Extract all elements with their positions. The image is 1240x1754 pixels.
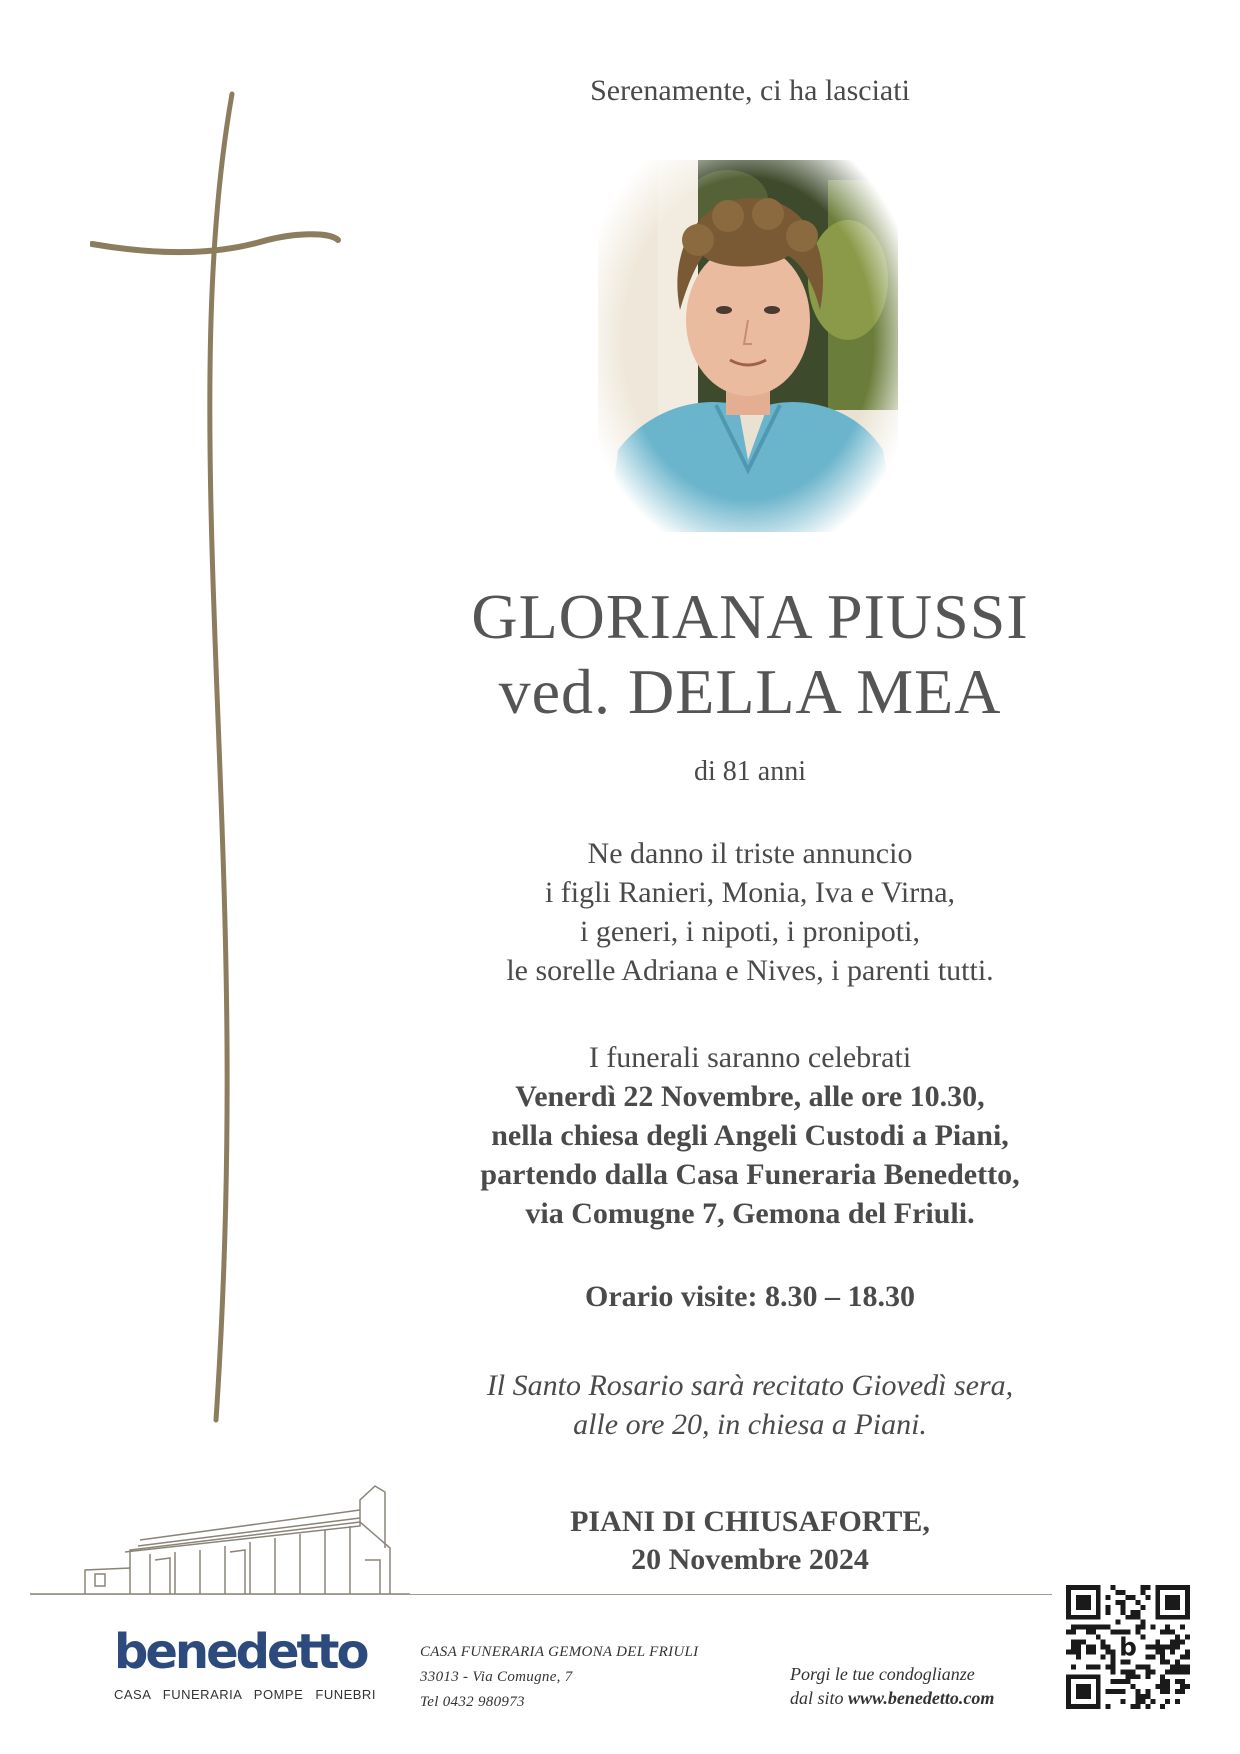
contact-phone: Tel 0432 980973 (420, 1694, 525, 1710)
deceased-name: GLORIANA PIUSSI (471, 581, 1029, 652)
benedetto-logo: benedetto (114, 1624, 367, 1680)
announcement-line: Ne danno il triste annuncio (587, 837, 913, 870)
rosary-line: Il Santo Rosario sarà recitato Giovedì sera, (486, 1369, 1014, 1402)
rosary-line: alle ore 20, in chiesa a Piani. (573, 1408, 927, 1441)
deceased-married-name: ved. DELLA MEA (498, 656, 1002, 727)
contact-block (420, 1640, 698, 1715)
deceased-age: di 81 anni (694, 756, 806, 787)
cross-vertical (210, 94, 232, 1420)
condolences-block (790, 1662, 1060, 1710)
funeral-line: Venerdì 22 Novembre, alle ore 10.30, (515, 1080, 985, 1113)
portrait-photo (598, 160, 898, 532)
announcement-block (440, 834, 1060, 990)
contact-name: CASA FUNERARIA GEMONA DEL FRIULI (420, 1644, 699, 1660)
funeral-intro: I funerali saranno celebrati (588, 1041, 912, 1074)
funeral-home-building-drawing (30, 1470, 410, 1605)
announcement-line: i generi, i nipoti, i pronipoti, (580, 915, 920, 948)
funeral-line: nella chiesa degli Angeli Custodi a Piani, (491, 1119, 1009, 1152)
rosary-block (440, 1366, 1060, 1444)
announcement-line: i figli Ranieri, Monia, Iva e Virna, (544, 876, 956, 909)
contact-address: 33013 - Via Comugne, 7 (420, 1669, 573, 1685)
intro-text: Serenamente, ci ha lasciati (590, 74, 910, 107)
visiting-hours: Orario visite: 8.30 – 18.30 (585, 1280, 915, 1313)
footer-divider (30, 1594, 1052, 1595)
date-text: 20 Novembre 2024 (631, 1543, 869, 1576)
announcement-line: le sorelle Adriana e Nives, i parenti tutti. (506, 954, 994, 987)
funeral-line: via Comugne 7, Gemona del Friuli. (525, 1197, 975, 1230)
logo-subtitle: CASA FUNERARIA POMPE FUNEBRI (114, 1687, 376, 1702)
condolences-site-line (790, 1686, 1060, 1710)
qr-logo-letter: b (1119, 1632, 1137, 1662)
place-date-block (440, 1503, 1060, 1579)
funeral-line: partendo dalla Casa Funeraria Benedetto, (480, 1158, 1020, 1191)
condolences-prefix: dal sito (790, 1688, 849, 1708)
portrait-illustration (598, 160, 898, 532)
place-text: PIANI DI CHIUSAFORTE, (570, 1505, 930, 1538)
website-link[interactable]: www.benedetto.com (848, 1688, 995, 1708)
cross-ornament (90, 90, 350, 1430)
qr-code-icon[interactable] (1066, 1585, 1190, 1709)
funeral-block (440, 1038, 1060, 1233)
condolences-line: Porgi le tue condoglianze (790, 1664, 975, 1684)
